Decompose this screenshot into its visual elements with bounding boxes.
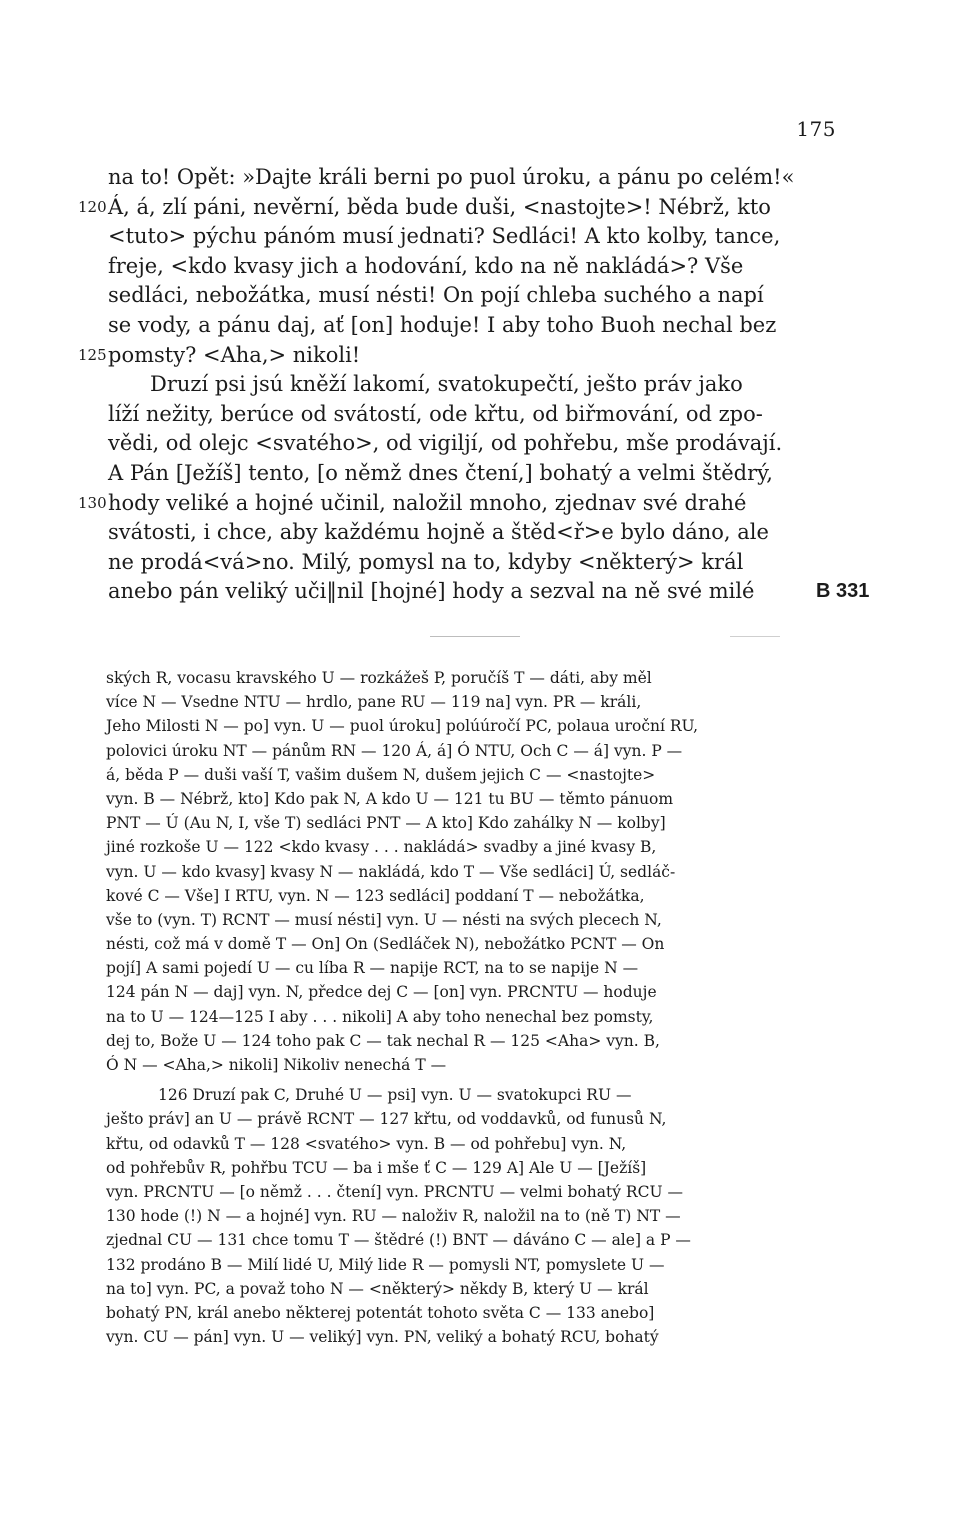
note-line: od pohřebův R, pohřbu TCU — ba i mše ť C — 129 A] Ale U — [Ježíš] bbox=[106, 1158, 647, 1177]
note-line: kové C — Vše] I RTU, vyn. N — 123 sedláci] poddaní T — nebožátka, bbox=[106, 886, 645, 905]
note-line: na to] vyn. PC, a považ toho N — <některý> někdy B, který U — král bbox=[106, 1279, 649, 1298]
note-line: zjednal CU — 131 chce tomu T — štědré (!) BNT — dáváno C — ale] a P — bbox=[106, 1231, 691, 1250]
line-text: Á, á, zlí páni, nevěrní, běda bude duši, <nastojte>! Nébrž, kto bbox=[108, 194, 771, 219]
line-text: hody veliké a hojné učinil, naložil mnoho, zjednav své drahé bbox=[108, 490, 747, 515]
note-line: 124 pán N — daj] vyn. N, předce dej C — [on] vyn. PRCNTU — hoduje bbox=[106, 983, 657, 1002]
text-line bbox=[40, 577, 870, 607]
text-line bbox=[40, 489, 840, 519]
text-line bbox=[40, 518, 840, 548]
line-text: na to! Opět: »Dajte králi berni po puol úroku, a pánu po celém!« bbox=[108, 165, 795, 189]
note-line: á, běda P — duši vaší T, vašim dušem N, dušem jejich C — <nastojte> bbox=[106, 765, 656, 784]
text-line bbox=[40, 193, 840, 223]
footnotes bbox=[106, 666, 786, 1349]
line-text: A Pán [Ježíš] tento, [o němž dnes čtení,] bohatý a velmi štědrý, bbox=[108, 460, 773, 485]
text-line bbox=[40, 281, 840, 311]
note-line: vyn. PRCNTU — [o němž . . . čtení] vyn. PRCNTU — velmi bohatý RCU — bbox=[106, 1182, 683, 1201]
line-text: anebo pán veliký uči‖nil [hojné] hody a sezval na ně své milé bbox=[108, 579, 755, 604]
line-text: vědi, od olejc <svatého>, od vigiljí, od pohřebu, mše prodávají. bbox=[108, 431, 783, 456]
separator-line bbox=[430, 636, 520, 637]
line-text: sedláci, nebožátka, musí nésti! On pojí chleba suchého a napí bbox=[108, 283, 764, 308]
text-line bbox=[40, 429, 840, 459]
note-line: křtu, od odavků T — 128 <svatého> vyn. B — od pohřebu] vyn. N, bbox=[106, 1134, 627, 1153]
text-line bbox=[40, 370, 840, 400]
line-number: 130 bbox=[78, 493, 107, 512]
note-line: na to U — 124—125 I aby . . . nikoli] A aby toho nenechal bez pomsty, bbox=[106, 1007, 654, 1026]
note-line: 130 hode (!) N — a hojné] vyn. RU — naloživ R, naložil na to (ně T) NT — bbox=[106, 1207, 681, 1226]
margin-reference: B 331 bbox=[816, 580, 870, 603]
note-line: vyn. CU — pán] vyn. U — veliký] vyn. PN, veliký a bohatý RCU, bohatý bbox=[106, 1328, 659, 1347]
note-line: bohatý PN, král anebo některej potentát tohoto světa C — 133 anebo] bbox=[106, 1303, 655, 1322]
text-line bbox=[40, 459, 840, 489]
note-line: vše to (vyn. T) RCNT — musí nésti] vyn. U — nésti na svých plecech N, bbox=[106, 910, 662, 929]
note-line: pojí] A sami pojedí U — cu líba R — napije RCT, na to se napije N — bbox=[106, 959, 639, 978]
line-text: svátosti, i chce, aby každému hojně a štěd<ř>e bylo dáno, ale bbox=[108, 520, 769, 545]
line-text: Druzí psi jsú kněží lakomí, svatokupečtí, ješto práv jako bbox=[150, 372, 743, 397]
note-line: polovici úroku NT — pánům RN — 120 Á, á] Ó NTU, Och C — á] vyn. P — bbox=[106, 741, 683, 760]
note-line: ských R, vocasu kravského U — rozkážeš P, poručíš T — dáti, aby měl bbox=[106, 669, 652, 687]
line-text: ne prodá<vá>no. Milý, pomysl na to, kdyby <některý> král bbox=[108, 549, 744, 574]
line-text: líží nežity, berúce od svátostí, ode křtu, od biřmování, od zpo- bbox=[108, 401, 763, 426]
main-text bbox=[40, 163, 870, 607]
text-line bbox=[40, 548, 840, 578]
note-line: 132 prodáno B — Milí lidé U, Milý lide R — pomysli NT, pomyslete U — bbox=[106, 1255, 665, 1274]
line-text: freje, <kdo kvasy jich a hodování, kdo na ně nakládá>? Vše bbox=[108, 253, 744, 278]
line-text: se vody, a pánu daj, ať [on] hoduje! I aby toho Buoh nechal bez bbox=[108, 312, 777, 337]
separator-line-secondary bbox=[730, 636, 780, 637]
note-line: dej to, Bože U — 124 toho pak C — tak nechal R — 125 <Aha> vyn. B, bbox=[106, 1031, 660, 1050]
line-text: <tuto> pýchu pánóm musí jednati? Sedláci! A kto kolby, tance, bbox=[108, 224, 781, 249]
text-line bbox=[40, 311, 840, 341]
note-line: PNT — Ú (Au N, I, vše T) sedláci PNT — A kto] Kdo zahálky N — kolby] bbox=[106, 814, 666, 833]
text-line bbox=[40, 341, 840, 371]
note-line: vyn. U — kdo kvasy] kvasy N — nakládá, kdo T — Vše sedláci] Ú, sedláč- bbox=[106, 862, 676, 881]
note-line: jiné rozkoše U — 122 <kdo kvasy . . . nakládá> svadby a jiné kvasy B, bbox=[106, 838, 657, 857]
note-line: více N — Vsedne NTU — hrdlo, pane RU — 119 na] vyn. PR — králi, bbox=[106, 693, 642, 712]
note-line: nésti, což má v domě T — On] On (Sedláček N), nebožátko PCNT — On bbox=[106, 935, 665, 954]
line-text: pomsty? <Aha,> nikoli! bbox=[108, 342, 361, 367]
text-line bbox=[40, 252, 840, 282]
note-line: Ó N — <Aha,> nikoli] Nikoliv nenechá T — bbox=[106, 1056, 447, 1074]
text-line bbox=[40, 222, 840, 252]
text-line bbox=[40, 400, 840, 430]
line-number: 120 bbox=[78, 197, 107, 216]
note-line: ješto práv] an U — právě RCNT — 127 křtu, od voddavků, od funusů N, bbox=[106, 1110, 667, 1129]
note-line: vyn. B — Nébrž, kto] Kdo pak N, A kdo U — 121 tu BU — těmto pánuom bbox=[106, 789, 674, 808]
note-line: Jeho Milosti N — po] vyn. U — puol úroku] polúúročí PC, polaua uroční RU, bbox=[106, 717, 699, 736]
text-line bbox=[40, 163, 840, 193]
page-number: 175 bbox=[796, 117, 836, 141]
note-line: 126 Druzí pak C, Druhé U — psi] vyn. U — svatokupci RU — bbox=[158, 1086, 632, 1105]
line-number: 125 bbox=[78, 345, 107, 364]
